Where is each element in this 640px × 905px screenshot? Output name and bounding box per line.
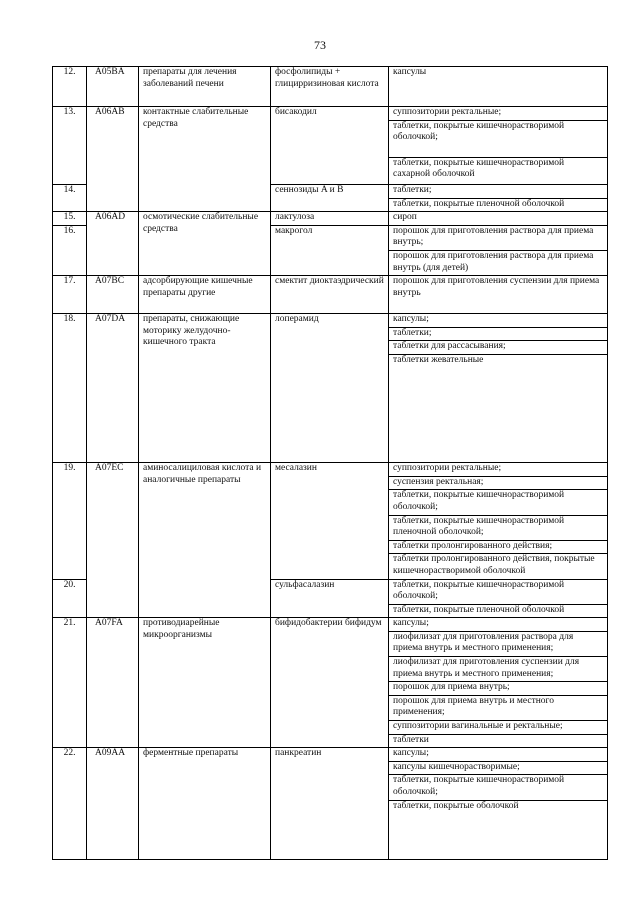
row-number: 21. [53,618,87,748]
dosage-form: капсулы; [389,618,607,632]
atc-code: A09AA [87,748,139,860]
table-row [53,212,608,226]
dosage-form: капсулы; [389,314,607,328]
row-number: 13. [53,107,87,185]
atc-code: A07EC [87,463,139,618]
row-number: 14. [53,185,87,212]
medicines-table [52,66,608,860]
dosage-form: лиофилизат для приготовления суспензии для приема внутрь и местного применения; [389,657,607,682]
dosage-forms [389,67,608,107]
dosage-form: таблетки, покрытые оболочкой [393,800,519,811]
dosage-form: порошок для приготовления раствора для приема внутрь; [389,226,607,251]
dosage-form: капсулы кишечнорастворимые; [389,762,607,776]
dosage-form: таблетки пролонгированного действия, покрытые кишечнорастворимой оболочкой [393,554,595,576]
atc-code: A07FA [87,618,139,748]
table-row [53,107,608,185]
table-row [53,618,608,748]
dosage-forms [389,185,608,212]
dosage-form: таблетки жевательные [393,354,484,365]
dosage-form: таблетки, покрытые кишечнорастворимой оболочкой; [389,775,607,800]
table-row [53,463,608,579]
atc-code: A07DA [87,314,139,463]
drug-name: фосфолипиды + глицирризиновая кислота [271,67,389,107]
row-number: 15. [53,212,87,226]
drug-name: месалазин [271,463,389,579]
dosage-form: суппозитории ректальные; [389,107,607,121]
pharmacological-group: аминосалициловая кислота и аналогичные препараты [139,463,271,618]
dosage-forms [389,314,608,463]
pharmacological-group: ферментные препараты [139,748,271,860]
dosage-forms [389,107,608,185]
dosage-form: таблетки для рассасывания; [389,341,607,355]
dosage-form: таблетки, покрытые кишечнорастворимой оболочкой; [389,490,607,515]
atc-code: A05BA [87,67,139,107]
dosage-form: порошок для приема внутрь и местного применения; [389,696,607,721]
table-row [53,276,608,314]
row-number: 22. [53,748,87,860]
dosage-form: таблетки; [389,185,607,199]
dosage-form: порошок для приема внутрь; [389,682,607,696]
dosage-form: суспензия ректальная; [389,477,607,491]
dosage-forms [389,618,608,748]
dosage-form: таблетки, покрытые кишечнорастворимой сахарной оболочкой [393,157,565,180]
row-number: 17. [53,276,87,314]
row-number: 19. [53,463,87,579]
dosage-form: таблетки, покрытые пленочной оболочкой [393,198,565,209]
dosage-form: таблетки, покрытые кишечнорастворимой пленочной оболочкой; [389,516,607,541]
dosage-forms [389,579,608,618]
dosage-form: суппозитории вагинальные и ректальные; [389,721,607,735]
pharmacological-group: препараты, снижающие моторику желудочно-кишечного тракта [139,314,271,463]
table-row [53,314,608,463]
dosage-form: капсулы; [389,748,607,762]
drug-name: бифидобактерии бифидум [271,618,389,748]
drug-name: панкреатин [271,748,389,860]
row-number: 18. [53,314,87,463]
atc-code: A06AD [87,212,139,276]
atc-code: A06AB [87,107,139,212]
row-number: 20. [53,579,87,618]
row-number: 16. [53,225,87,275]
dosage-forms [389,748,608,860]
dosage-form: сироп [393,212,417,223]
pharmacological-group: противодиарейные микроорганизмы [139,618,271,748]
page-number: 73 [314,38,326,52]
atc-code: A07BC [87,276,139,314]
row-number: 12. [53,67,87,107]
drug-name: лоперамид [271,314,389,463]
table-row [53,748,608,860]
drug-name: сеннозиды A и B [271,185,389,212]
dosage-forms [389,225,608,275]
dosage-form: таблетки, покрытые пленочной оболочкой [393,604,565,615]
pharmacological-group: контактные слабительные средства [139,107,271,212]
pharmacological-group: осмотические слабительные средства [139,212,271,276]
table-row [53,67,608,107]
drug-name: смектит диоктаэдрический [271,276,389,314]
dosage-forms [389,212,608,226]
drug-name: бисакодил [271,107,389,185]
dosage-form: таблетки, покрытые кишечнорастворимой оболочкой; [389,121,607,158]
pharmacological-group: адсорбирующие кишечные препараты другие [139,276,271,314]
dosage-form: таблетки [393,734,429,745]
dosage-form: капсулы [393,67,427,77]
dosage-form: таблетки, покрытые кишечнорастворимой оболочкой; [389,580,607,605]
dosage-form: таблетки; [389,328,607,342]
dosage-form: порошок для приготовления суспензии для приема внутрь [393,276,600,298]
dosage-form: лиофилизат для приготовления раствора для приема внутрь и местного применения; [389,632,607,657]
pharmacological-group: препараты для лечения заболеваний печени [139,67,271,107]
drug-name: лактулоза [271,212,389,226]
dosage-form: суппозитории ректальные; [389,463,607,477]
dosage-forms [389,463,608,579]
dosage-forms [389,276,608,314]
drug-name: сульфасалазин [271,579,389,618]
dosage-form: таблетки пролонгированного действия; [389,541,607,555]
drug-name: макрогол [271,225,389,275]
dosage-form: порошок для приготовления раствора для приема внутрь (для детей) [393,250,594,273]
